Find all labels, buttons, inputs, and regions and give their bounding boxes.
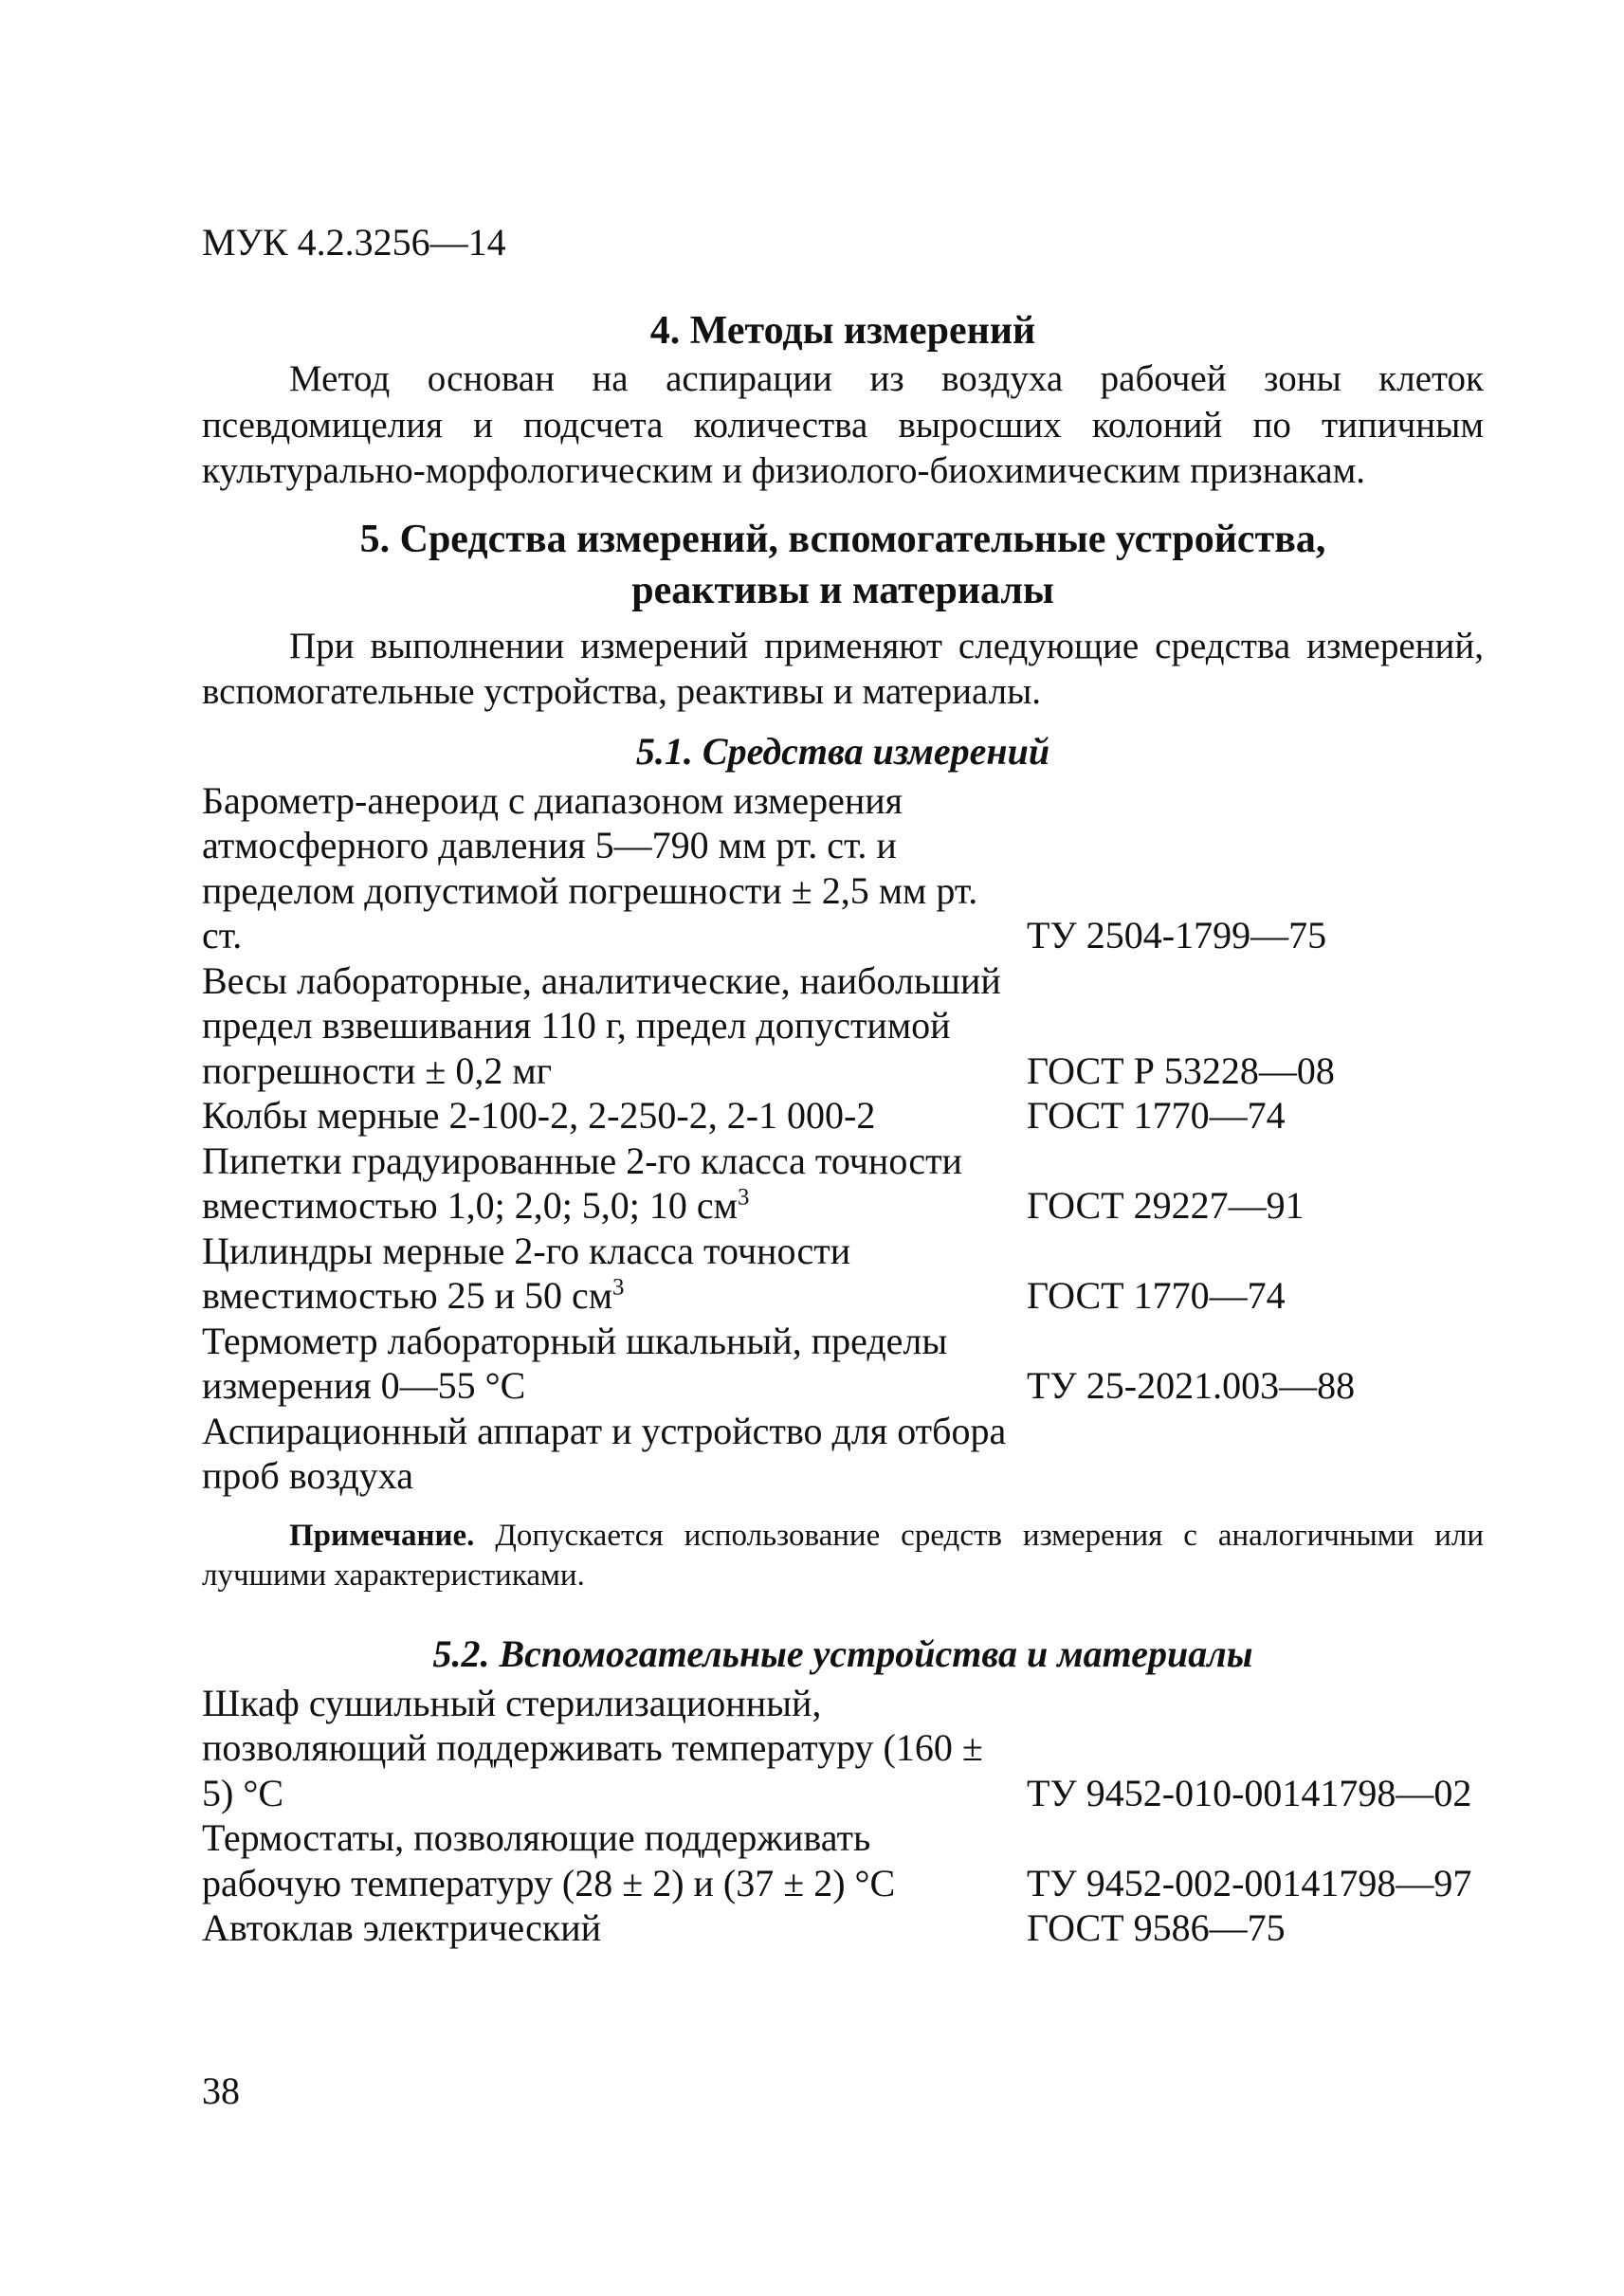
section-5-text: При выполнении измерений применяют следующие средства измерений, вспомогательные устройства, реактивы и материалы.: [202, 625, 1484, 712]
item-standard: ГОСТ 1770—74: [1027, 1094, 1286, 1137]
note-label: Примечание.: [289, 1518, 475, 1553]
item-name: [202, 1139, 1027, 1229]
item-standard: ТУ 25-2021.003—88: [1027, 1364, 1356, 1407]
item-name-text: Шкаф сушильный стерилизационный, позволяющий поддерживать температуру (160 ± 5) °С: [202, 1681, 983, 1814]
measuring-instruments-table: [202, 778, 1484, 1499]
item-standard: ТУ 9452-002-00141798—97: [1027, 1861, 1472, 1904]
item-name: [202, 1319, 1027, 1409]
item-standard: ГОСТ 9586—75: [1027, 1906, 1286, 1949]
item-standard: ГОСТ 1770—74: [1027, 1274, 1286, 1317]
item-name: [202, 1093, 1027, 1139]
table-row: [202, 1139, 1484, 1229]
item-name-text: Автоклав электрический: [202, 1906, 602, 1949]
table-row: [202, 1815, 1484, 1905]
item-name: [202, 1905, 1027, 1951]
page-content: [202, 305, 1484, 1951]
table-row: [202, 778, 1484, 958]
item-name-text: Колбы мерные 2-100-2, 2-250-2, 2-1 000-2: [202, 1094, 876, 1137]
page-number: 38: [202, 2069, 240, 2112]
section-4-text: Метод основан на аспирации из воздуха рабочей зоны клеток псевдомицелия и подсчета количества выросших колоний по типичным культурально-морфологическим и физиолого-биохимическим признакам.: [202, 358, 1484, 491]
table-row: [202, 1905, 1484, 1951]
item-name-text: Барометр-анероид с диапазоном измерения атмосферного давления 5—790 мм рт. ст. и пределом допустимой погрешности ± 2,5 мм рт. ст.: [202, 778, 978, 957]
table-row: [202, 1681, 1484, 1816]
section-5-title-line1: 5. Средства измерений, вспомогательные устройства,: [359, 517, 1326, 561]
auxiliary-devices-table: [202, 1681, 1484, 1951]
table-row: [202, 958, 1484, 1094]
item-name: [202, 1409, 1027, 1499]
note-text: Допускается использование средств измерения с аналогичными или лучшими характеристиками.: [202, 1518, 1484, 1593]
auxiliary-devices-body: [202, 1681, 1484, 1951]
section-5-title: [202, 514, 1484, 616]
item-name: [202, 1815, 1027, 1905]
document-header: МУК 4.2.3256—14: [202, 221, 506, 264]
item-name-text: Термометр лабораторный шкальный, пределы измерения 0—55 °С: [202, 1319, 948, 1407]
subsection-5-2-title: 5.2. Вспомогательные устройства и материалы: [432, 1631, 1253, 1675]
note: [202, 1516, 1484, 1595]
item-name: [202, 1229, 1027, 1319]
item-name-superscript: 3: [612, 1274, 625, 1301]
item-standard: ТУ 2504-1799—75: [1027, 914, 1327, 957]
item-name-text: Весы лабораторные, аналитические, наибольший предел взвешивания 110 г, предел допустимой погрешности ± 0,2 мг: [202, 958, 1001, 1092]
item-name-superscript: 3: [737, 1184, 750, 1211]
item-name-text: Цилиндры мерные 2-го класса точности вместимостью 25 и 50 см: [202, 1229, 851, 1317]
item-standard: ТУ 9452-010-00141798—02: [1027, 1771, 1472, 1814]
item-standard: ГОСТ Р 53228—08: [1027, 1048, 1335, 1092]
measuring-instruments-body: [202, 778, 1484, 1499]
subsection-5-1-title: 5.1. Средства измерений: [635, 729, 1050, 773]
table-row: [202, 1229, 1484, 1319]
item-standard: [1027, 1409, 1484, 1499]
item-name: [202, 958, 1027, 1094]
item-name-text: Пипетки градуированные 2-го класса точности вместимостью 1,0; 2,0; 5,0; 10 см: [202, 1139, 962, 1227]
item-name: [202, 778, 1027, 958]
item-name: [202, 1681, 1027, 1816]
table-row: [202, 1409, 1484, 1499]
table-row: [202, 1319, 1484, 1409]
item-standard: ГОСТ 29227—91: [1027, 1184, 1305, 1227]
item-name-text: Термостаты, позволяющие поддерживать рабочую температуру (28 ± 2) и (37 ± 2) °С: [202, 1816, 896, 1904]
section-5-title-line2: реактивы и материалы: [631, 568, 1054, 612]
item-name-text: Аспирационный аппарат и устройство для отбора проб воздуха: [202, 1409, 1007, 1497]
table-row: [202, 1093, 1484, 1139]
section-4-title: 4. Методы измерений: [649, 309, 1036, 353]
